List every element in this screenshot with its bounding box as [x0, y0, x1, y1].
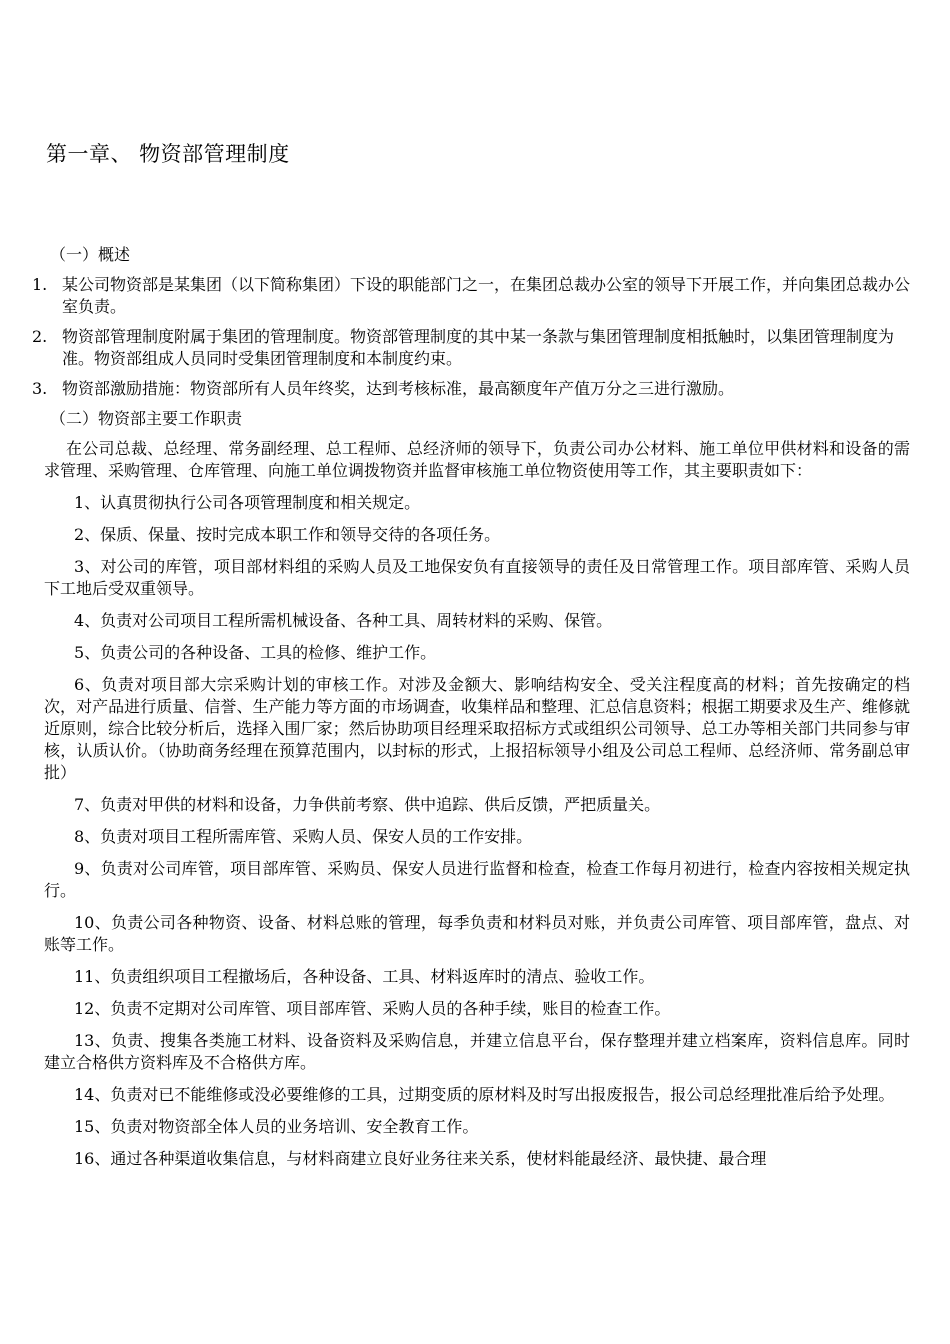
duty-item: 8、负责对项目工程所需库管、采购人员、保安人员的工作安排。 [74, 827, 533, 846]
item-number: 1. [32, 275, 48, 294]
duty-item: 5、负责公司的各种设备、工具的检修、维护工作。 [74, 643, 437, 662]
duty-item: 10、负责公司各种物资、设备、材料总账的管理，每季负责和材料员对账，并负责公司库管、项目部库管，盘点、对账等工作。 [44, 913, 910, 954]
duties-intro: 在公司总裁、总经理、常务副经理、总工程师、总经济师的领导下，负责公司办公材料、施工单位甲供材料和设备的需求管理、采购管理、仓库管理、向施工单位调拨物资并监督审核施工单位物资使用等工作，其主要职责如下： [44, 439, 910, 480]
duty-item: 1、认真贯彻执行公司各项管理制度和相关规定。 [74, 493, 421, 512]
section-heading-overview: （一）概述 [50, 245, 131, 264]
duty-item: 15、负责对物资部全体人员的业务培训、安全教育工作。 [74, 1117, 479, 1136]
duty-item: 3、对公司的库管，项目部材料组的采购人员及工地保安负有直接领导的责任及日常管理工作。项目部库管、采购人员下工地后受双重领导。 [44, 557, 910, 598]
section-heading-duties: （二）物资部主要工作职责 [50, 409, 243, 428]
duty-item: 4、负责对公司项目工程所需机械设备、各种工具、周转材料的采购、保管。 [74, 611, 613, 630]
item-text: 物资部管理制度附属于集团的管理制度。物资部管理制度的其中某一条款与集团管理制度相抵触时，以集团管理制度为准。物资部组成人员同时受集团管理制度和本制度约束。 [62, 327, 895, 368]
overview-item [32, 326, 910, 370]
overview-item [32, 274, 910, 318]
item-number: 3. [32, 379, 48, 398]
item-text: 物资部激励措施：物资部所有人员年终奖，达到考核标准，最高额度年产值万分之三进行激励。 [62, 379, 735, 398]
duty-item: 12、负责不定期对公司库管、项目部库管、采购人员的各种手续，账目的检查工作。 [74, 999, 671, 1018]
duty-item: 2、保质、保量、按时完成本职工作和领导交待的各项任务。 [74, 525, 501, 544]
item-number: 2. [32, 327, 48, 346]
duty-item: 6、负责对项目部大宗采购计划的审核工作。对涉及金额大、影响结构安全、受关注程度高的材料；首先按确定的档次，对产品进行质量、信誉、生产能力等方面的市场调查，收集样品和整理、汇总信息资料；根据工期要求及生产、维修就近原则，综合比较分析后，选择入围厂家；然后协助项目经理采取招标方式或组织公司领导、总工办等相关部门共同参与审核，认质认价。（协助商务经理在预算范围内，以封标的形式，上报招标领导小组及公司总工程师、总经济师、常务副总审批） [44, 675, 910, 782]
duty-item: 16、通过各种渠道收集信息，与材料商建立良好业务往来关系，使材料能最经济、最快捷、最合理 [74, 1149, 767, 1168]
duty-item: 11、负责组织项目工程撤场后，各种设备、工具、材料返库时的清点、验收工作。 [74, 967, 655, 986]
duty-item: 14、负责对已不能维修或没必要维修的工具，过期变质的原材料及时写出报废报告，报公司总经理批准后给予处理。 [74, 1085, 895, 1104]
duty-item: 13、负责、搜集各类施工材料、设备资料及采购信息，并建立信息平台，保存整理并建立档案库，资料信息库。同时建立合格供方资料库及不合格供方库。 [44, 1031, 910, 1072]
chapter-title: 第一章、 物资部管理制度 [46, 142, 290, 166]
duty-item: 7、负责对甲供的材料和设备，力争供前考察、供中追踪、供后反馈，严把质量关。 [74, 795, 661, 814]
duty-item: 9、负责对公司库管，项目部库管、采购员、保安人员进行监督和检查，检查工作每月初进行，检查内容按相关规定执行。 [44, 859, 910, 900]
overview-item [32, 378, 910, 400]
item-text: 某公司物资部是某集团（以下简称集团）下设的职能部门之一，在集团总裁办公室的领导下开展工作，并向集团总裁办公室负责。 [62, 275, 911, 316]
document-body [32, 244, 911, 1180]
